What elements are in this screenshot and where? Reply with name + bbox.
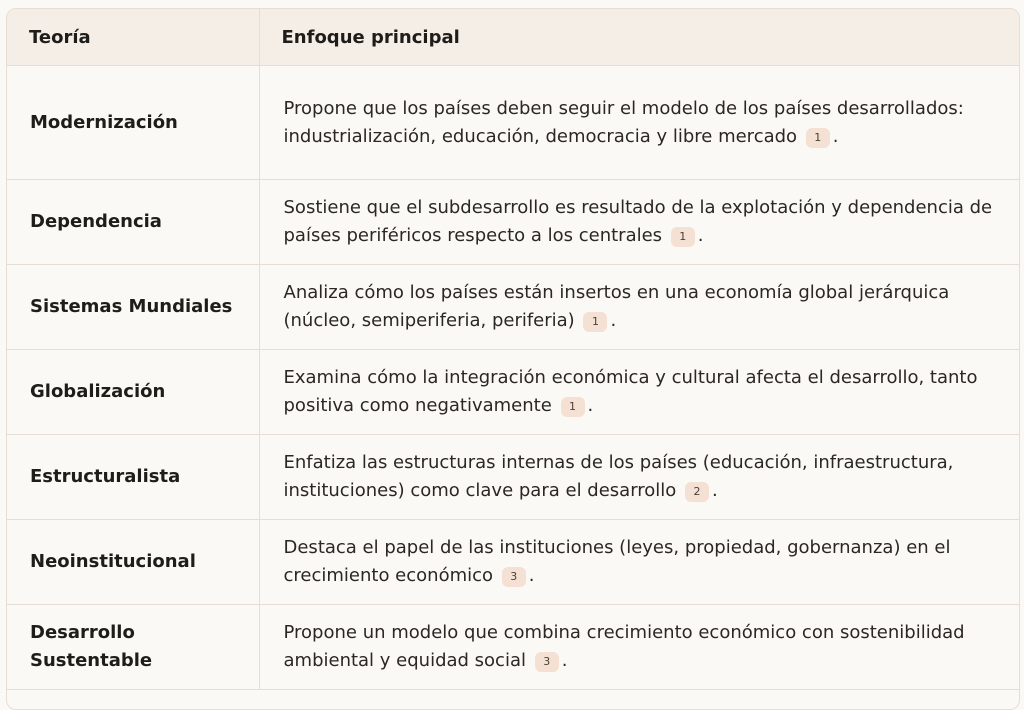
theory-description — [259, 66, 1019, 180]
theory-name: Neoinstitucional — [7, 520, 259, 605]
citation-badge[interactable]: 1 — [806, 128, 830, 148]
description-text: Examina cómo la integración económica y cultural afecta el desarrollo, tanto positiva como negativamente — [283, 367, 978, 416]
trailing-period: . — [697, 225, 704, 246]
trailing-period: . — [561, 650, 568, 671]
table-row — [7, 350, 1019, 435]
theory-name: Estructuralista — [7, 435, 259, 520]
description-text: Destaca el papel de las instituciones (leyes, propiedad, gobernanza) en el crecimiento económico — [283, 537, 951, 586]
citation-badge[interactable]: 1 — [583, 312, 607, 332]
description-text: Propone que los países deben seguir el modelo de los países desarrollados: industrialización, educación, democracia y libre mercado — [283, 97, 964, 147]
description-text: Analiza cómo los países están insertos en una economía global jerárquica (núcleo, semiperiferia, periferia) — [283, 282, 950, 331]
citation-badge[interactable]: 1 — [671, 227, 695, 247]
table-row — [7, 180, 1019, 265]
citation-badge[interactable]: 3 — [502, 567, 526, 587]
table-row — [7, 265, 1019, 350]
trailing-period: . — [610, 310, 617, 331]
trailing-period: . — [832, 125, 839, 147]
table-row — [7, 520, 1019, 605]
citation-badge[interactable]: 3 — [535, 652, 559, 672]
table-row — [7, 435, 1019, 520]
theory-description — [259, 520, 1019, 605]
theory-description — [259, 350, 1019, 435]
theory-name: Globalización — [7, 350, 259, 435]
table-header-row — [7, 9, 1019, 66]
trailing-period: . — [712, 480, 718, 501]
citation-badge[interactable]: 1 — [561, 397, 585, 417]
description-text: Sostiene que el subdesarrollo es resultado de la explotación y dependencia de países periféricos respecto a los centrales — [283, 197, 993, 246]
trailing-period: . — [587, 395, 594, 416]
description-text: Enfatiza las estructuras internas de los países (educación, infraestructura, instituciones) como clave para el desarrollo — [283, 452, 954, 501]
theories-table-container — [6, 8, 1020, 710]
theory-description — [259, 435, 1019, 520]
theory-description — [259, 265, 1019, 350]
header-focus: Enfoque principal — [259, 9, 1019, 66]
description-text: Propone un modelo que combina crecimiento económico con sostenibilidad ambiental y equidad social — [283, 622, 965, 671]
theories-table — [7, 9, 1019, 690]
theory-name: Desarrollo Sustentable — [7, 605, 259, 690]
header-theory: Teoría — [7, 9, 259, 66]
trailing-period: . — [528, 565, 535, 586]
table-row — [7, 66, 1019, 180]
table-row — [7, 605, 1019, 690]
theory-name: Sistemas Mundiales — [7, 265, 259, 350]
theory-name: Dependencia — [7, 180, 259, 265]
theory-name: Modernización — [7, 66, 259, 180]
theory-description — [259, 605, 1019, 690]
theory-description — [259, 180, 1019, 265]
citation-badge[interactable]: 2 — [685, 482, 709, 502]
